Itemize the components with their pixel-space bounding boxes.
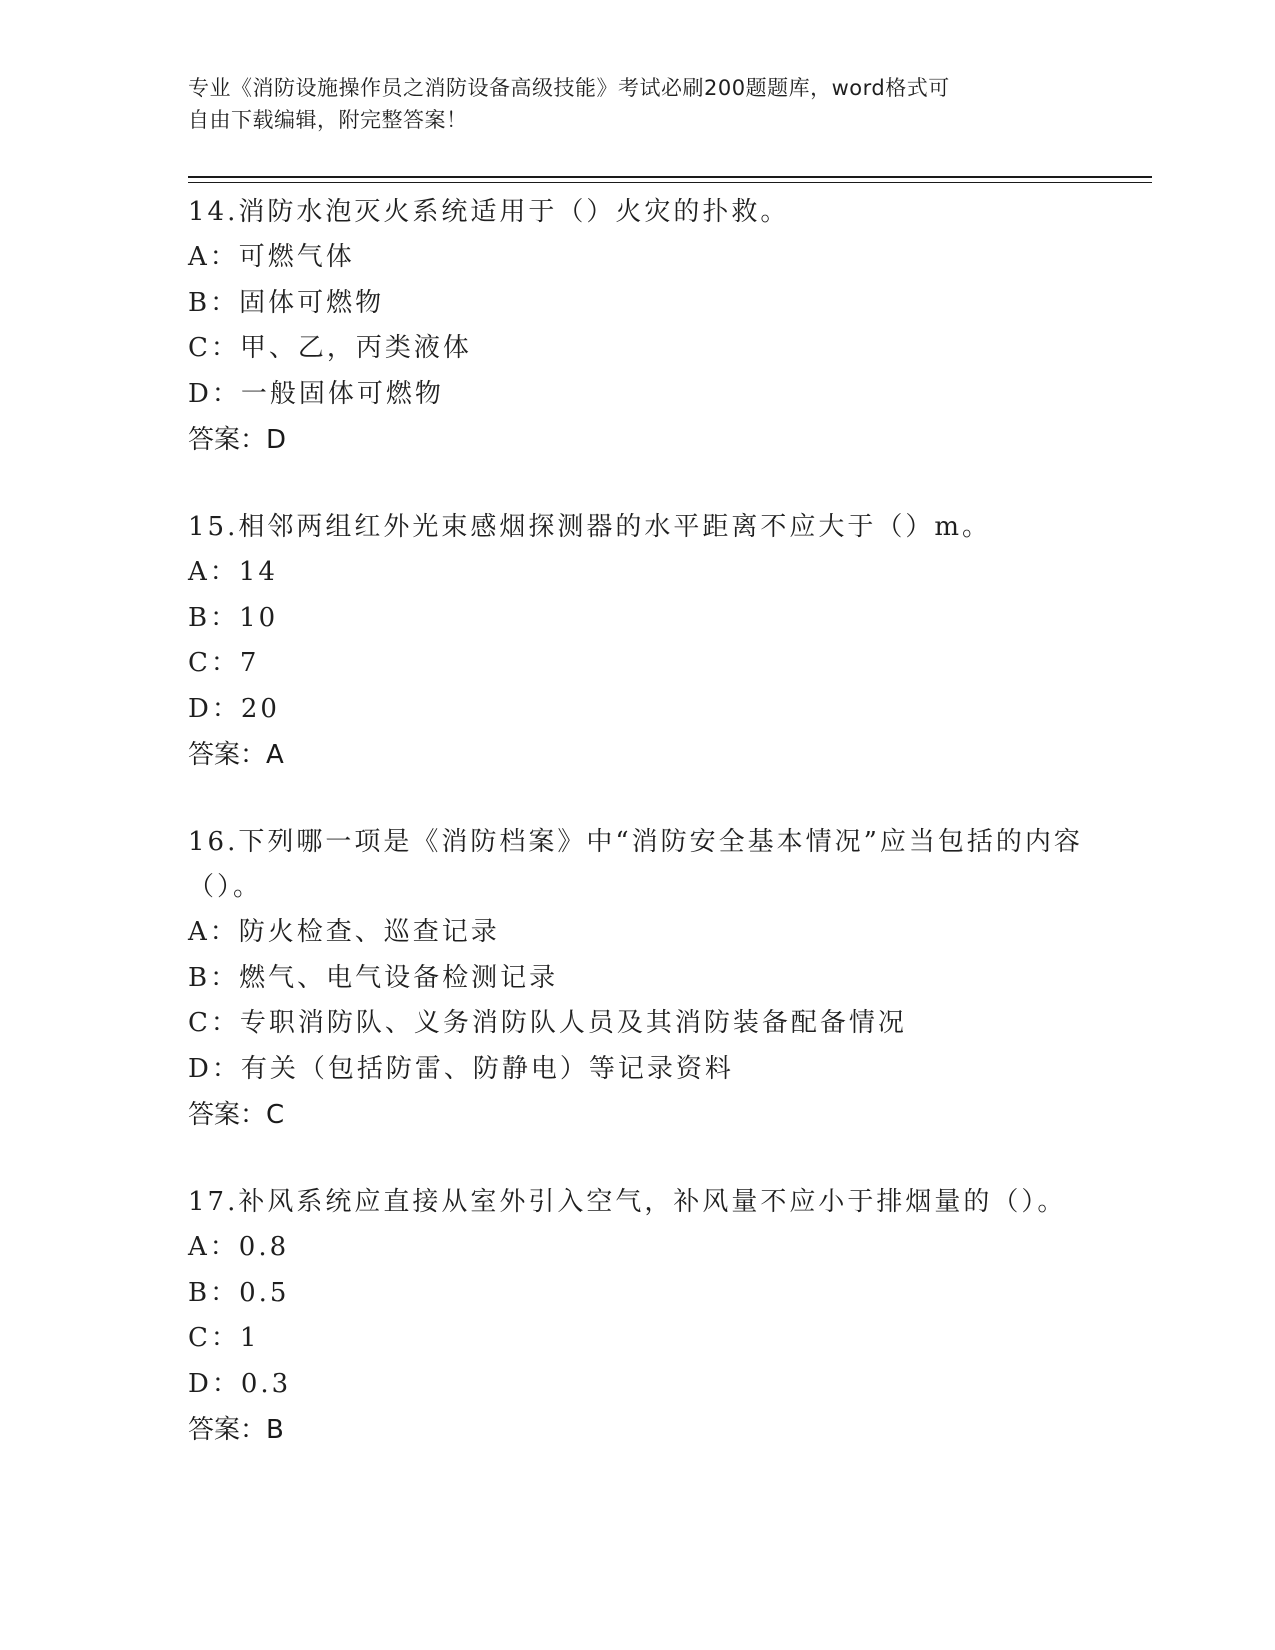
option-d: D：20 — [188, 693, 280, 724]
header-line-1: 专业《消防设施操作员之消防设备高级技能》考试必刷200题题库，word格式可 — [188, 76, 950, 100]
option-a: A：可燃气体 — [188, 242, 355, 272]
question-16 — [188, 820, 1088, 1138]
question-list — [188, 190, 1088, 1495]
option-a: A：14 — [188, 557, 278, 587]
option-b: B：固体可燃物 — [188, 287, 385, 318]
answer: 答案：A — [188, 740, 284, 770]
option-c: C：甲、乙，丙类液体 — [188, 333, 472, 363]
option-b: B：10 — [188, 602, 279, 633]
option-c: C：专职消防队、义务消防队人员及其消防装备配备情况 — [188, 1008, 907, 1038]
question-stem: 16.下列哪一项是《消防档案》中“消防安全基本情况”应当包括的内容（）。 — [188, 827, 1083, 902]
option-d: D：一般固体可燃物 — [188, 378, 444, 409]
question-15 — [188, 505, 1088, 778]
option-c: C：7 — [188, 648, 260, 678]
question-stem: 15.相邻两组红外光束感烟探测器的水平距离不应大于（）m。 — [188, 512, 992, 542]
option-b: B：燃气、电气设备检测记录 — [188, 962, 559, 993]
option-b: B：0.5 — [188, 1277, 290, 1308]
answer: 答案：B — [188, 1415, 284, 1445]
header-divider-thin — [188, 182, 1152, 183]
option-d: D：0.3 — [188, 1368, 292, 1399]
document-header — [188, 72, 1088, 136]
answer: 答案：D — [188, 425, 287, 455]
question-14 — [188, 190, 1088, 463]
question-stem: 14.消防水泡灭火系统适用于（）火灾的扑救。 — [188, 197, 790, 227]
option-a: A：0.8 — [188, 1232, 290, 1262]
option-d: D：有关（包括防雷、防静电）等记录资料 — [188, 1053, 734, 1084]
header-divider-thick — [188, 176, 1152, 178]
question-17 — [188, 1180, 1088, 1453]
question-stem: 17.补风系统应直接从室外引入空气，补风量不应小于排烟量的（）。 — [188, 1187, 1067, 1217]
option-a: A：防火检查、巡查记录 — [188, 917, 500, 947]
option-c: C：1 — [188, 1323, 260, 1353]
header-line-2: 自由下载编辑，附完整答案！ — [188, 108, 468, 132]
answer: 答案：C — [188, 1100, 285, 1130]
